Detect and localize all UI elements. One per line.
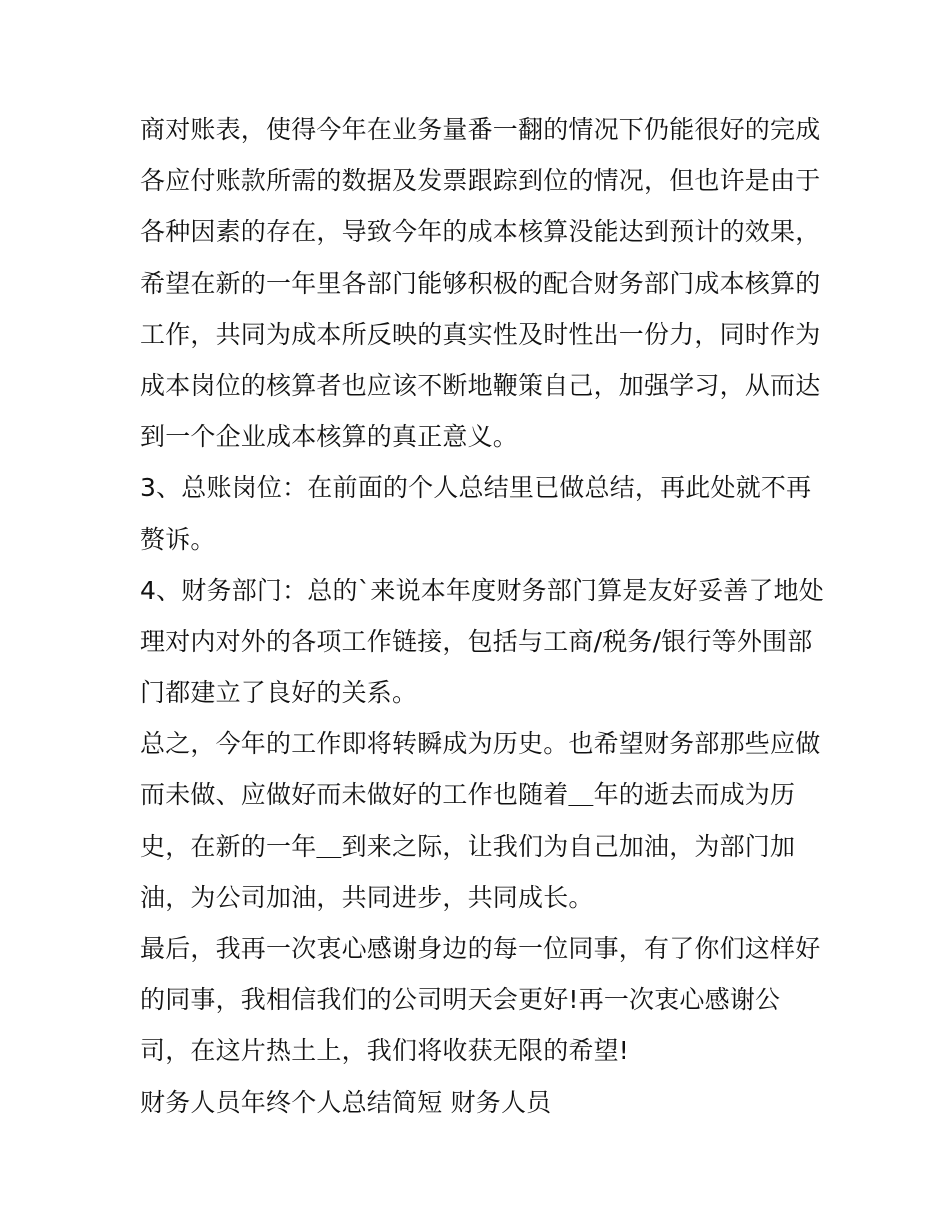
text-line: 3、总账岗位：在前面的个人总结里已做总结，再此处就不再 <box>140 473 812 503</box>
text-line: 油，为公司加油，共同进步，共同成长。 <box>140 882 594 912</box>
text-line: 各种因素的存在，导致今年的成本核算没能达到预计的效果， <box>140 217 821 247</box>
text-line: 到一个企业成本核算的真正意义。 <box>140 422 519 452</box>
document-body <box>140 104 830 1128</box>
text-line: 财务人员年终个人总结简短 财务人员 <box>140 1087 552 1117</box>
text-line: 史，在新的一年＿到来之际，让我们为自己加油，为部门加 <box>140 831 796 861</box>
text-line: 希望在新的一年里各部门能够积极的配合财务部门成本核算的 <box>140 268 821 298</box>
text-line: 商对账表，使得今年在业务量番一翻的情况下仍能很好的完成 <box>140 115 821 144</box>
text-line: 门都建立了良好的关系。 <box>140 678 418 708</box>
text-line: 工作，共同为成本所反映的真实性及时性出一份力，同时作为 <box>140 319 821 349</box>
text-line: 最后，我再一次衷心感谢身边的每一位同事，有了你们这样好 <box>140 934 821 963</box>
text-line: 赘诉。 <box>140 524 216 554</box>
text-line: 4、财务部门：总的`来说本年度财务部门算是友好妥善了地处 <box>140 575 825 605</box>
text-line: 而未做、应做好而未做好的工作也随着＿年的逝去而成为历 <box>140 780 796 810</box>
text-line: 总之，今年的工作即将转瞬成为历史。也希望财务部那些应做 <box>140 729 821 759</box>
text-line: 成本岗位的核算者也应该不断地鞭策自己，加强学习，从而达 <box>140 370 821 400</box>
text-line: 的同事，我相信我们的公司明天会更好!再一次衷心感谢公 <box>140 985 781 1015</box>
text-line: 司，在这片热土上，我们将收获无限的希望! <box>140 1036 630 1066</box>
text-line: 理对内对外的各项工作链接，包括与工商/税务/银行等外围部 <box>140 626 813 656</box>
text-line: 各应付账款所需的数据及发票跟踪到位的情况，但也许是由于 <box>140 166 821 196</box>
